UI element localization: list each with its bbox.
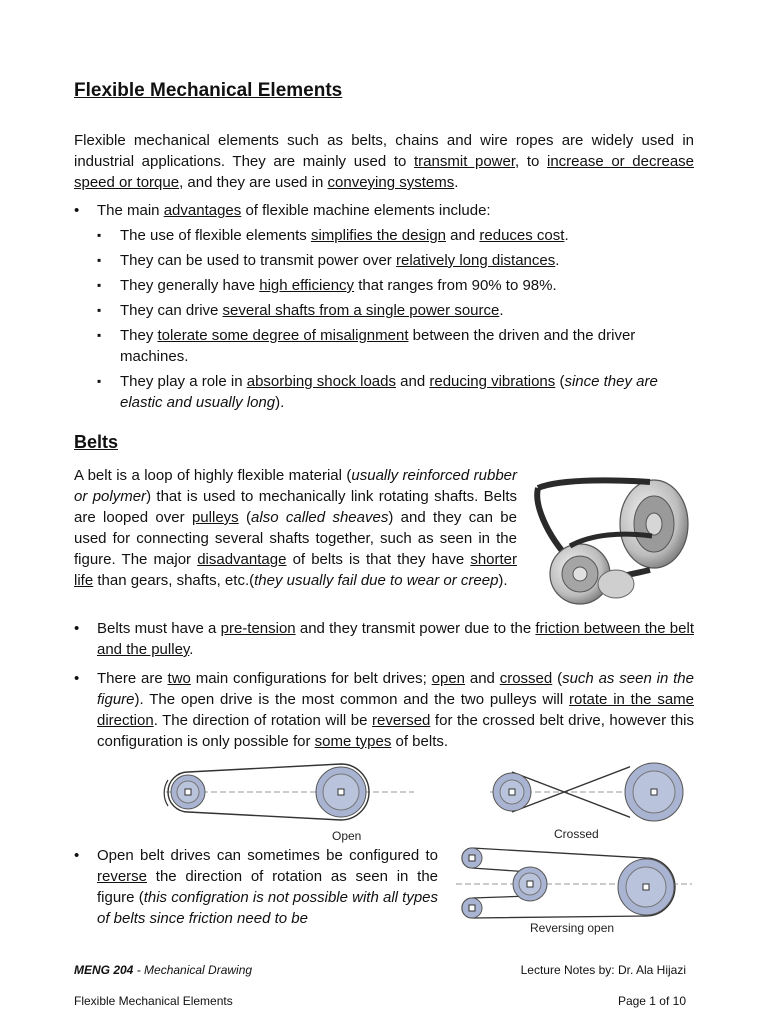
belt-paragraph: A belt is a loop of highly flexible material (usually reinforced rubber or polymer) that is used to mechanically link rotating shafts. Belts are looped over pulleys (also called sheaves) and they can be used for connecting several shafts together, such as seen in the figure. The major disadvantage of belts is that they have shorter life than gears, shafts, etc.(they usually fail due to wear or creep). <box>74 467 518 589</box>
list-item: ▪ They tolerate some degree of misalignment between the driven and the driver machines. <box>74 325 694 367</box>
document-page <box>74 0 694 1024</box>
intro-paragraph: Flexible mechanical elements such as belts, chains and wire ropes are widely used in industrial applications. They are mainly used to transmit power, to increase or decrease speed or torque, and they are used in conveying systems. <box>74 132 694 191</box>
list-item: ▪ The use of flexible elements simplifies the design and reduces cost. <box>74 225 694 246</box>
list-item: • There are two main configurations for belt drives; open and crossed (such as seen in the figure). The open drive is the most common and the two pulleys will rotate in the same direction. The direction of rotation will be reversed for the crossed belt drive, however this configuration is only possible for some types of belts. <box>74 668 694 752</box>
list-item: • The main advantages of flexible machine elements include: <box>74 200 694 221</box>
footer-doc-title: Flexible Mechanical Elements <box>74 994 233 1008</box>
footer-course: MENG 204 - Mechanical Drawing Lecture Notes by: Dr. Ala Hijazi <box>74 963 686 977</box>
crossed-belt-drive <box>490 766 630 841</box>
advantages-list <box>74 200 694 413</box>
crossed-caption: Crossed <box>554 827 599 841</box>
footer-lecturer: Lecture Notes by: Dr. Ala Hijazi <box>520 963 686 977</box>
page-number: Page 1 of 10 <box>617 994 686 1008</box>
belt-drive-illustration <box>532 474 694 610</box>
list-item: ▪ They play a role in absorbing shock loads and reducing vibrations (since they are elastic and usually long). <box>74 371 694 413</box>
open-caption: Open <box>332 829 362 843</box>
reversing-caption: Reversing open <box>530 921 615 935</box>
page-title: Flexible Mechanical Elements <box>74 80 343 101</box>
list-item-reverse: • Open belt drives can sometimes be configured to reverse the direction of rotation as seen in the figure (this configration is not possible with all types of belts since friction need to be <box>74 845 438 929</box>
reversing-open-diagram <box>456 842 692 938</box>
footer-page-info <box>74 994 686 1008</box>
crossed-large-pulley <box>614 760 694 830</box>
open-belt-drive <box>164 764 414 843</box>
open-crossed-diagram <box>160 760 630 846</box>
list-item: ▪ They generally have high efficiency that ranges from 90% to 98%. <box>74 275 694 296</box>
belt-bullets <box>74 618 694 752</box>
list-item: ▪ They can be used to transmit power over relatively long distances. <box>74 250 694 271</box>
list-item: • Belts must have a pre-tension and they transmit power due to the friction between the belt and the pulley. <box>74 618 694 660</box>
list-item: ▪ They can drive several shafts from a single power source. <box>74 300 694 321</box>
section-heading-belts: Belts <box>74 432 119 452</box>
